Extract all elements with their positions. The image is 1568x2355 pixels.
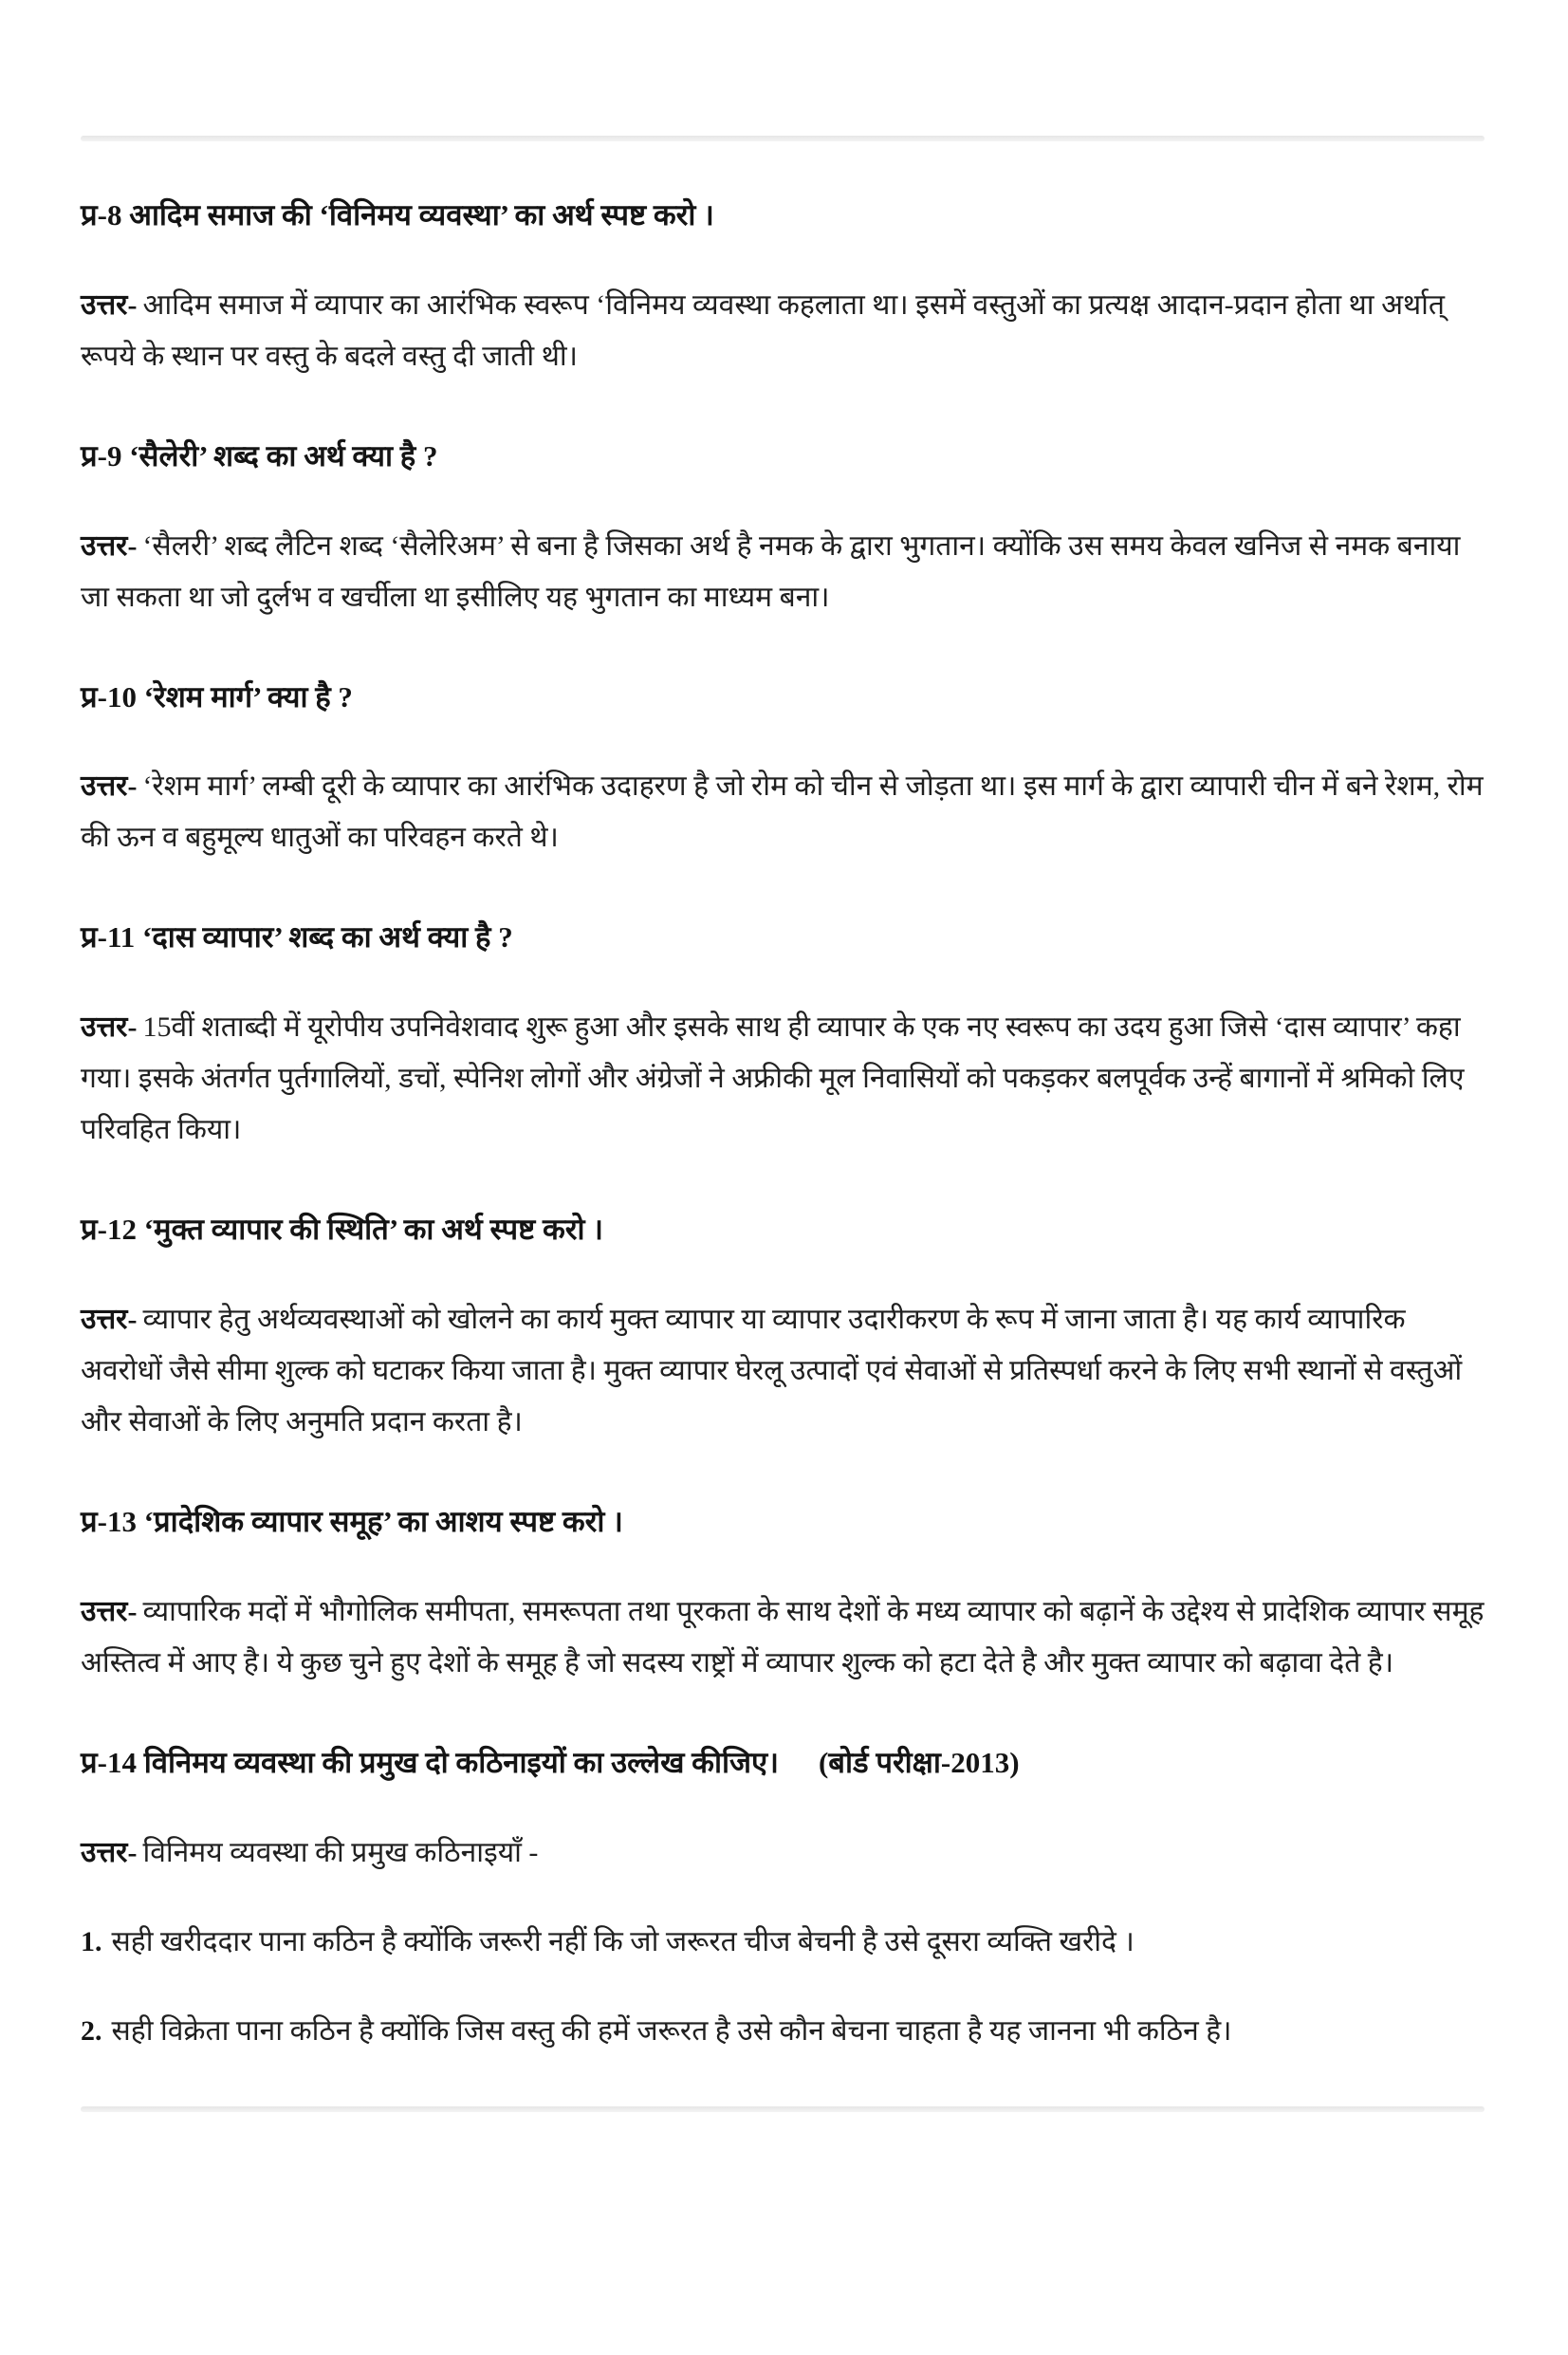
list-number: 1. bbox=[81, 1925, 102, 1957]
question-14-answer bbox=[81, 1827, 1485, 1879]
question-text: प्र-14 विनिमय व्यवस्था की प्रमुख दो कठिनाइयों का उल्लेख कीजिए। bbox=[81, 1745, 779, 1779]
top-divider bbox=[81, 136, 1485, 141]
question-9-answer bbox=[81, 521, 1485, 623]
answer-prefix: उत्तर- bbox=[81, 529, 138, 562]
answer-prefix: उत्तर- bbox=[81, 1303, 138, 1335]
qa-section-8 bbox=[81, 189, 1485, 382]
answer-text: आदिम समाज में व्यापार का आरंभिक स्वरूप ‘विनिमय व्यवस्था कहलाता था। इसमें वस्तुओं का प्रत्यक्ष आदान-प्रदान होता था अर्थात् रूपये के स्थान पर वस्तु के बदले वस्तु दी जाती थी। bbox=[81, 288, 1446, 372]
board-exam-note: (बोर्ड परीक्षा-2013) bbox=[818, 1745, 1020, 1779]
answer-prefix: उत्तर- bbox=[81, 1011, 138, 1044]
question-8-answer bbox=[81, 280, 1485, 382]
answer-text: विनिमय व्यवस्था की प्रमुख कठिनाइयाँ - bbox=[142, 1836, 539, 1868]
qa-section-9 bbox=[81, 430, 1485, 623]
answer-text: 15वीं शताब्दी में यूरोपीय उपनिवेशवाद शुरू हुआ और इसके साथ ही व्यापार के एक नए स्वरूप का उदय हुआ जिसे ‘दास व्यापार’ कहा गया। इसके अंतर्गत पुर्तगालियों, डचों, स्पेनिश लोगों और अंग्रेजों ने अफ्रीकी मूल निवासियों को पकड़कर बलपूर्वक उन्हें बागानों में श्रमिको लिए परिवहित किया। bbox=[81, 1011, 1465, 1146]
qa-section-10 bbox=[81, 671, 1485, 864]
question-10-heading: प्र-10 ‘रेशम मार्ग’ क्या है ? bbox=[81, 679, 353, 714]
list-number: 2. bbox=[81, 2014, 102, 2047]
answer-text: व्यापारिक मदों में भौगोलिक समीपता, समरूपता तथा पूरकता के साथ देशों के मध्य व्यापार को बढ़ानें के उद्देश्य से प्रादेशिक व्यापार समूह अस्तित्व में आए है। ये कुछ चुने हुए देशों के समूह है जो सदस्य राष्ट्रों में व्यापार शुल्क को हटा देते है और मुक्त व्यापार को बढ़ावा देते है। bbox=[81, 1595, 1485, 1678]
document-page bbox=[0, 136, 1568, 2355]
qa-section-11 bbox=[81, 911, 1485, 1156]
question-14-heading bbox=[81, 1736, 1485, 1789]
answer-text: ‘रेशम मार्ग’ लम्बी दूरी के व्यापार का आरंभिक उदाहरण है जो रोम को चीन से जोड़ता था। इस मार्ग के द्वारा व्यापारी चीन में बने रेशम, रोम की ऊन व बहुमूल्य धातुओं का परिवहन करते थे। bbox=[81, 770, 1484, 854]
answer-prefix: उत्तर- bbox=[81, 1595, 138, 1627]
question-12-answer bbox=[81, 1294, 1485, 1448]
qa-section-12 bbox=[81, 1203, 1485, 1448]
bottom-divider bbox=[81, 2106, 1485, 2112]
answer-prefix: उत्तर- bbox=[81, 770, 138, 803]
answer-text: व्यापार हेतु अर्थव्यवस्थाओं को खोलने का कार्य मुक्त व्यापार या व्यापार उदारीकरण के रूप में जाना जाता है। यह कार्य व्यापारिक अवरोधों जैसे सीमा शुल्क को घटाकर किया जाता है। मुक्त व्यापार घेरलू उत्पादों एवं सेवाओं से प्रतिस्पर्धा करने के लिए सभी स्थानों से वस्तुओं और सेवाओं के लिए अनुमति प्रदान करता है। bbox=[81, 1303, 1463, 1437]
list-text: सही विक्रेता पाना कठिन है क्योंकि जिस वस्तु की हमें जरूरत है उसे कौन बेचना चाहता है यह जानना भी कठिन है। bbox=[111, 2014, 1232, 2047]
question-8-heading: प्र-8 आदिम समाज की ‘विनिमय व्यवस्था’ का अर्थ स्पष्ट करो । bbox=[81, 198, 714, 232]
list-text: सही खरीददार पाना कठिन है क्योंकि जरूरी नहीं कि जो जरूरत चीज बेचनी है उसे दूसरा व्यक्ति खरीदे । bbox=[111, 1925, 1134, 1957]
difficulty-item-2 bbox=[81, 2006, 1485, 2057]
question-13-heading: प्र-13 ‘प्रादेशिक व्यापार समूह’ का आशय स्पष्ट करो । bbox=[81, 1504, 623, 1538]
qa-section-14 bbox=[81, 1736, 1485, 2057]
question-11-heading: प्र-11 ‘दास व्यापार’ शब्द का अर्थ क्या है ? bbox=[81, 920, 513, 955]
answer-prefix: उत्तर- bbox=[81, 1836, 138, 1868]
question-11-answer bbox=[81, 1002, 1485, 1156]
difficulty-item-1 bbox=[81, 1917, 1485, 1968]
answer-text: ‘सैलरी’ शब्द लैटिन शब्द ‘सैलेरिअम’ से बना है जिसका अर्थ है नमक के द्वारा भुगतान। क्योंकि उस समय केवल खनिज से नमक बनाया जा सकता था जो दुर्लभ व खर्चीला था इसीलिए यह भुगतान का माध्यम बना। bbox=[81, 529, 1461, 613]
question-10-answer bbox=[81, 761, 1485, 863]
question-12-heading: प्र-12 ‘मुक्त व्यापार की स्थिति’ का अर्थ स्पष्ट करो । bbox=[81, 1213, 603, 1247]
question-9-heading: प्र-9 ‘सैलेरी’ शब्द का अर्थ क्या है ? bbox=[81, 438, 438, 473]
qa-section-13 bbox=[81, 1495, 1485, 1689]
answer-prefix: उत्तर- bbox=[81, 288, 138, 321]
question-13-answer bbox=[81, 1586, 1485, 1689]
